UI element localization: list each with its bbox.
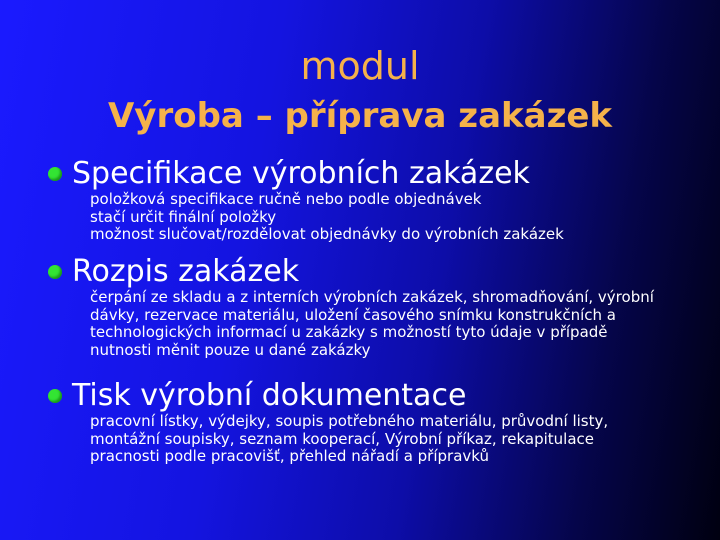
section-details xyxy=(90,191,690,244)
section-heading: Tisk výrobní dokumentace xyxy=(72,378,467,413)
slide-title xyxy=(100,0,620,150)
detail-line: nutnosti měnit pouze u dané zakázky xyxy=(90,340,371,359)
title-line-1: modul xyxy=(300,44,420,88)
section-specifikace xyxy=(48,157,708,244)
detail-line: položková specifikace ručně nebo podle objednávek xyxy=(90,190,482,208)
section-heading: Specifikace výrobních zakázek xyxy=(72,156,530,191)
detail-line: čerpání ze skladu a z interních výrobních zakázek, shromadňování, výrobní xyxy=(90,288,654,306)
section-details xyxy=(90,289,690,359)
detail-line: technologických informací u zakázky s možností tyto údaje v případě xyxy=(90,323,608,341)
bullet-icon xyxy=(48,389,62,403)
section-tisk xyxy=(48,379,708,466)
detail-line: pracovní lístky, výdejky, soupis potřebného materiálu, průvodní listy, xyxy=(90,412,609,430)
detail-line: dávky, rezervace materiálu, uložení časového snímku konstrukčních a xyxy=(90,305,616,324)
detail-line: montážní soupisky, seznam kooperací, Výrobní příkaz, rekapitulace xyxy=(90,429,595,448)
detail-line: pracnosti podle pracovišť, přehled nářadí a přípravků xyxy=(90,447,490,465)
section-details xyxy=(90,413,690,466)
section-rozpis xyxy=(48,255,708,359)
detail-line: možnost slučovat/rozdělovat objednávky do výrobních zakázek xyxy=(90,225,564,243)
section-heading: Rozpis zakázek xyxy=(72,254,300,289)
title-line-2: Výroba – příprava zakázek xyxy=(107,96,613,136)
bullet-icon xyxy=(48,167,62,181)
bullet-icon xyxy=(48,265,62,279)
detail-line: stačí určit finální položky xyxy=(90,207,277,226)
